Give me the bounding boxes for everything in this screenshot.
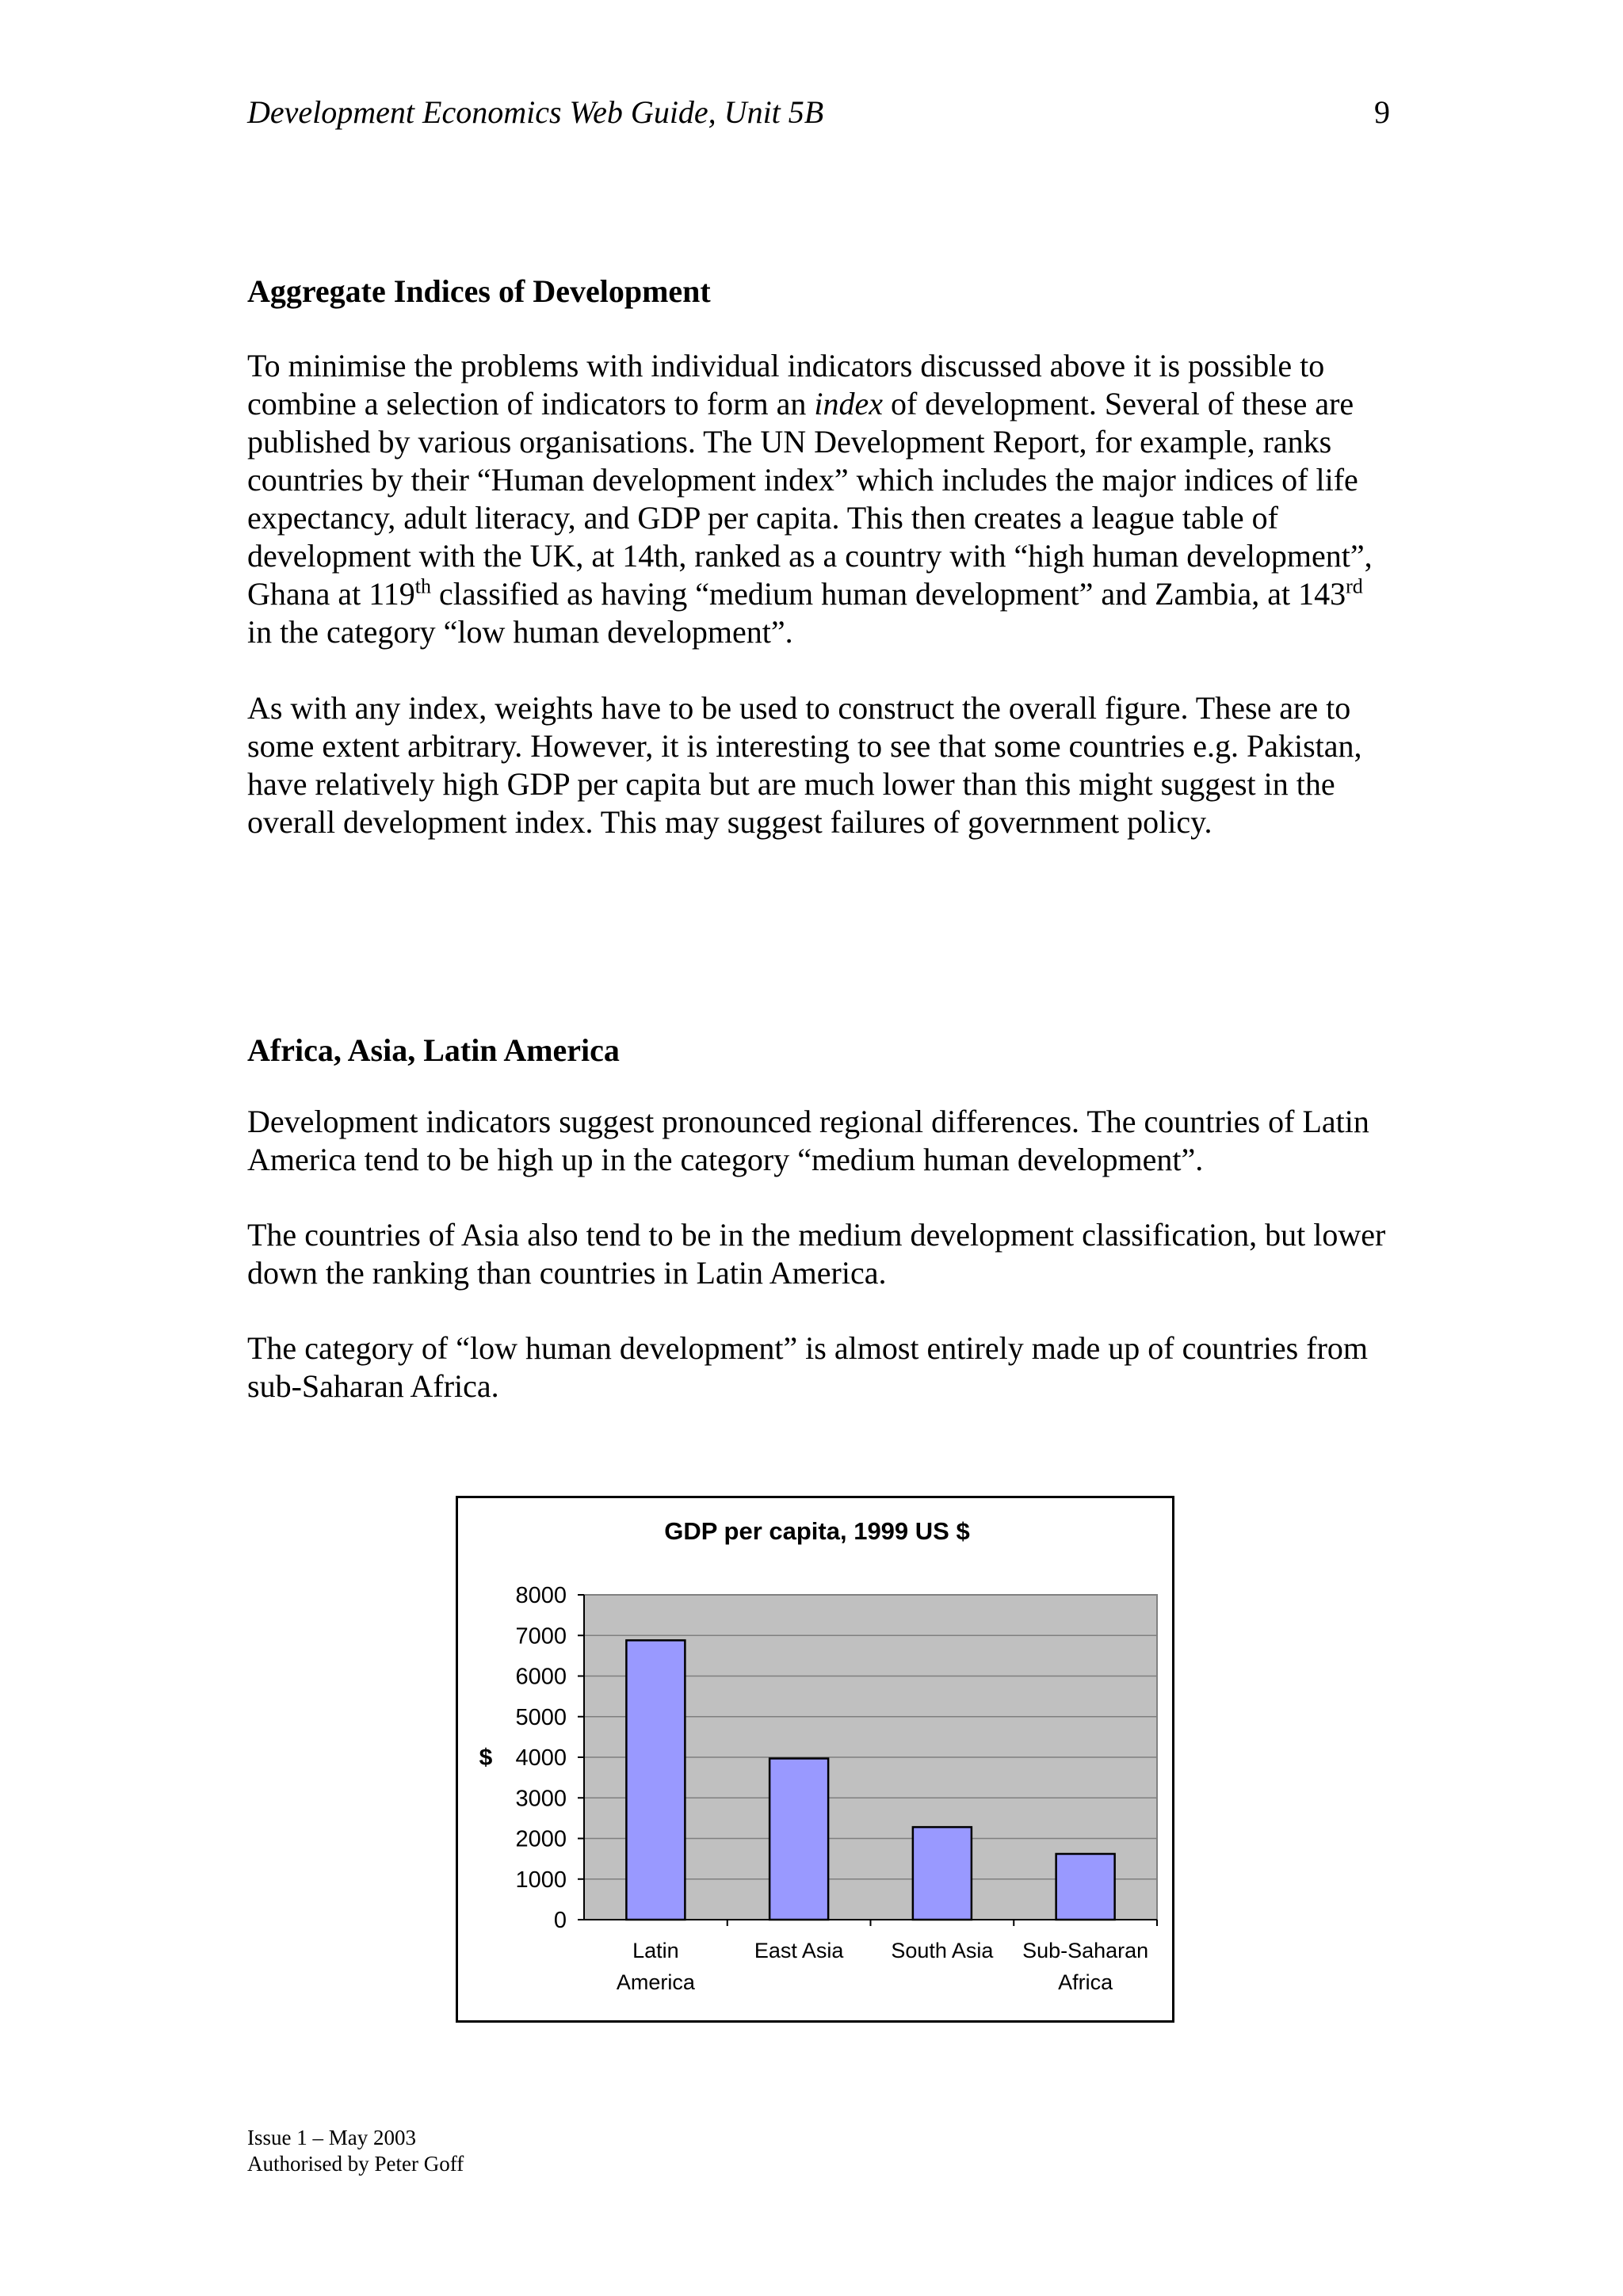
y-tick-label: 8000 [515, 1583, 567, 1608]
bar [769, 1759, 828, 1920]
x-category-label: Africa [1058, 1970, 1113, 1994]
bar [913, 1827, 972, 1920]
chart-title: GDP per capita, 1999 US $ [664, 1517, 970, 1545]
x-category-label: East Asia [754, 1939, 844, 1962]
text-run: classified as having “medium human development” and Zambia, at 143 [431, 576, 1346, 612]
x-category-label: Sub-Saharan [1022, 1939, 1149, 1962]
text-run: of development. Several of these are published by various organisations. The UN Development Report, for example, ranks countries by their “Human development index” which includes the major indices of life expectancy, adult literacy, and GDP per capita. This then creates a league table of development with the UK, at 14th, ranked as a country with “high human development”, Ghana at 119 [247, 386, 1373, 612]
x-category-label: Latin [632, 1939, 679, 1962]
y-tick-label: 6000 [515, 1664, 567, 1690]
footer-issue: Issue 1 – May 2003 [247, 2126, 416, 2149]
text-run: To minimise the problems with individual indicators discussed above it is possible to combine a selection of indicators to form an [247, 348, 1325, 421]
y-tick-label: 7000 [515, 1623, 567, 1650]
bar [626, 1640, 685, 1920]
gdp-chart [456, 1496, 1174, 2023]
page-footer [247, 2125, 464, 2177]
y-tick-label: 3000 [515, 1786, 567, 1812]
text-run: in the category “low human development”. [247, 614, 793, 650]
italic-text: index [814, 386, 883, 421]
paragraph-index-intro [247, 347, 1388, 651]
y-axis-label: $ [479, 1745, 493, 1771]
bar [1056, 1854, 1115, 1920]
paragraph-africa: The category of “low human development” is almost entirely made up of countries from sub-Saharan Africa. [247, 1330, 1369, 1404]
section-heading-regions: Africa, Asia, Latin America [247, 1032, 620, 1068]
footer-author: Authorised by Peter Goff [247, 2152, 464, 2176]
y-tick-label: 2000 [515, 1826, 567, 1852]
section-heading-aggregate-indices: Aggregate Indices of Development [247, 273, 711, 309]
paragraph-regional-differences: Development indicators suggest pronounced regional differences. The countries of Latin America tend to be high up in the category “medium human development”. [247, 1104, 1369, 1177]
y-tick-label: 4000 [515, 1745, 567, 1771]
paragraph-index-weights: As with any index, weights have to be used to construct the overall figure. These are to some extent arbitrary. However, it is interesting to see that some countries e.g. Pakistan, have relatively high GDP per capita but are much lower than this might suggest in the overall development index. This may suggest failures of government policy. [247, 690, 1362, 840]
page-number: 9 [1374, 94, 1390, 130]
y-tick-label: 5000 [515, 1704, 567, 1730]
gdp-chart-svg [458, 1498, 1177, 2025]
page-header [247, 93, 1390, 141]
paragraph-asia: The countries of Asia also tend to be in the medium development classification, but lower down the ranking than countries in Latin America. [247, 1217, 1386, 1291]
x-category-label: South Asia [891, 1939, 994, 1962]
x-category-label: America [616, 1970, 695, 1994]
y-tick-label: 1000 [515, 1867, 567, 1893]
header-title: Development Economics Web Guide, Unit 5B [247, 94, 824, 130]
superscript: th [414, 574, 432, 598]
y-tick-label: 0 [553, 1908, 567, 1933]
superscript: rd [1346, 574, 1363, 598]
